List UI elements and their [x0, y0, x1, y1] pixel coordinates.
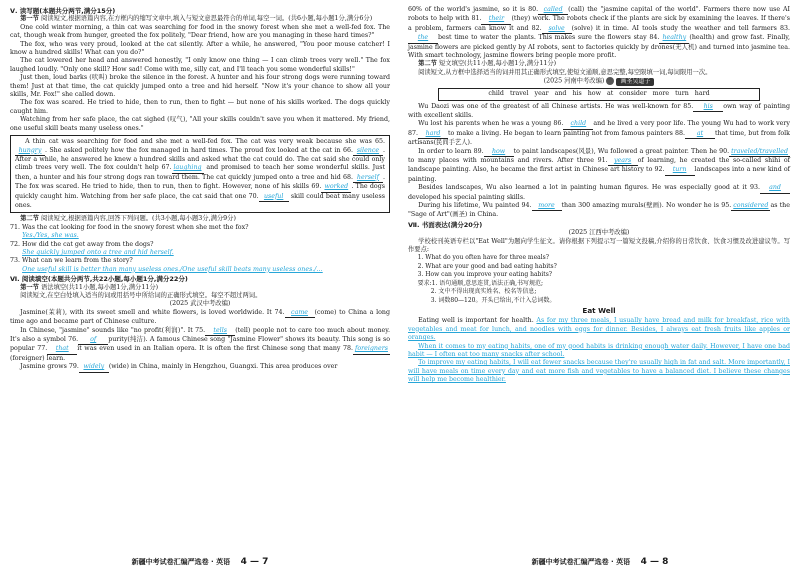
- essay-given-start: Eating well is important for health.: [418, 317, 534, 325]
- text-fragment: Besides landscapes, Wu also learned a lot in painting human figures. He was especially good at it: [418, 184, 747, 192]
- section-5-title: Ⅴ. 读写题(本题共分两节,满分15分): [10, 7, 116, 15]
- requirement: 1. 语句通顺,意思连贯,语法正确,书写规范;: [431, 279, 544, 287]
- answer-86: child: [563, 120, 593, 129]
- text-fragment: developed his special painting skills.: [408, 193, 526, 201]
- answer-83: the: [408, 34, 438, 43]
- text-fragment: (wide) in China, mainly in Hengzhou, Guangxi. This area produces over: [108, 363, 338, 371]
- text-fragment: 70.: [248, 192, 259, 200]
- text-fragment: 92.: [654, 166, 665, 174]
- text-fragment: 67.: [161, 164, 172, 172]
- part-1-head: 第一节: [20, 15, 39, 23]
- cloze-paragraph: [408, 148, 790, 185]
- answer-87: hard: [418, 130, 448, 139]
- text-fragment: 69.: [311, 183, 322, 191]
- text-fragment: In Chinese, "jasmine" sounds like "no profit(利润)". It: [20, 326, 193, 334]
- cloze-paragraph: [408, 202, 790, 220]
- requirements-label: 要求:: [417, 279, 432, 287]
- essay-answer: When it comes to my eating habits, one of my good habits is drinking enough water daily. However, I have one bad habit — I often eat too many snacks after school.: [408, 342, 790, 358]
- answer-67: laughing: [172, 164, 204, 173]
- source-tag: (2025 河南中考改编): [543, 77, 605, 85]
- source-tag: (2025 武汉中考改编): [169, 300, 231, 308]
- page-footer: [400, 558, 800, 566]
- section-6-part-1-head: 第一节: [20, 283, 39, 291]
- grammar-paragraph: [10, 327, 390, 364]
- answer-88: at: [685, 130, 715, 139]
- text-fragment: 83.: [779, 24, 790, 32]
- story-paragraph: Watching from her safe place, the cat sighed (叹气), "All your skills couldn't save you when it mattered. My friend, one useful skill beats many useless ones.": [10, 116, 390, 132]
- text-fragment: 68.: [342, 173, 353, 181]
- writing-instructions: 学校校刊英语专栏以"Eat Well"为题向学生征文。请你根据下列提示写一篇短文投稿,介绍你的日常饮食、饮食习惯及改进建议等。写作要点:: [408, 237, 790, 254]
- answer-93: and: [760, 184, 790, 193]
- text-fragment: 87.: [408, 129, 419, 137]
- text-fragment: 76.: [68, 336, 79, 344]
- answer-77: that: [47, 345, 77, 354]
- cloze-paragraph: [408, 103, 790, 121]
- writing-point: 1. What do you often have for three meals?: [417, 254, 549, 262]
- text-fragment: 94.: [521, 202, 532, 210]
- answer-82: solve: [542, 25, 572, 34]
- summary-text: [15, 138, 385, 210]
- answer-94: more: [532, 202, 562, 211]
- right-page: [400, 0, 800, 569]
- section-6-instructions: 阅读短文,在空白处填入适当的词或用括号中所给词的正确形式填空。每空不超过两词。: [20, 292, 262, 299]
- text-fragment: 65.: [374, 138, 385, 146]
- answer-69: worked: [321, 183, 351, 192]
- text-fragment: 74.: [274, 308, 285, 316]
- answer-95: considered: [731, 202, 770, 211]
- text-fragment: and he lived a very poor life. The young Wu had to work very: [593, 120, 790, 128]
- answer-73: One useful skill is better than many useless ones./One useful skill beats many useless ones./…: [22, 265, 323, 273]
- text-fragment: purity(纯洁). A famous Chinese song "Jasmine Flower" shows its beauty. This song is so popular: [10, 336, 390, 353]
- text-fragment: 85.: [683, 102, 694, 110]
- text-fragment: Wu Daozi was one of the greatest of all Chinese artists. He was well-known for: [418, 102, 681, 110]
- story-paragraph: One cold winter morning, a thin cat was searching for food in the snowy forest when she met a well-fed fox. The cat, though weak from hunger, greeted the fox politely, "Dear friend, how are you managing in these hard times?": [10, 23, 390, 40]
- essay-answer: As for my three meals, I usually have bread and milk for breakfast, rice with vegetables and meat for lunch, and noodles with eggs for dinner. Besides, I always eat fresh fruits like apples or oranges.: [408, 317, 790, 342]
- text-fragment: 82.: [531, 24, 542, 32]
- text-fragment: Jasmine(茉莉), with its sweet smell and white flowers, is loved worldwide. It: [20, 308, 272, 316]
- text-fragment: A thin cat was searching for food and she met a well-fed fox. The cat was very weak because she was: [25, 138, 372, 146]
- text-fragment: 84.: [649, 34, 660, 42]
- text-fragment: (come) to China a long time ago and became part of Chinese culture.: [10, 308, 390, 326]
- text-fragment: 80.: [528, 6, 539, 13]
- topic-badge: 画圣吴道子: [616, 78, 654, 86]
- summary-box: [10, 135, 390, 213]
- answer-76: of: [78, 336, 108, 345]
- essay-paragraph: [408, 317, 790, 342]
- text-fragment: During his lifetime, Wu painted: [418, 202, 520, 210]
- text-fragment: . The dogs quickly caught him. Watching from her safe place, the cat said that one: [15, 183, 385, 200]
- text-fragment: than 300 amazing murals(壁画). No wonder he is: [561, 202, 720, 210]
- text-fragment: 60% of the world's jasmine, so it is: [408, 6, 526, 13]
- answer-85: his: [693, 103, 723, 112]
- writing-point: 2. What are your good and bad eating habits?: [417, 262, 557, 270]
- answer-75: tells: [205, 327, 235, 336]
- cloze-paragraph: [408, 184, 790, 202]
- text-fragment: to many places with mountains and rivers. After three: [408, 157, 594, 164]
- story-paragraph: The fox, who was very proud, looked at the cat silently. After a while, he answered, "You poor mouse catcher! I know a hundred skills! What can you do?": [10, 40, 390, 57]
- text-fragment: of learning, he created the so-called shihi of landscape painting. Also, he became the first artist in Chinese art history to: [408, 157, 790, 174]
- essay-answer: To improve my eating habits, I will eat fewer snacks because they're usually high in fat and salt. More importantly, I will have meals on time every day and eat more fish and vegetables to have a balanced diet. I believe these changes will help me become healthier.: [408, 359, 790, 384]
- text-fragment: to paint landscapes(风景), Wu followed a great painter. Then he: [513, 147, 717, 155]
- answer-70: useful: [259, 193, 289, 202]
- text-fragment: 81.: [471, 15, 482, 23]
- cloze-paragraph: [408, 120, 790, 147]
- text-fragment: 91.: [597, 157, 608, 164]
- answer-81: their: [481, 15, 511, 24]
- essay-title: Eat Well: [582, 305, 616, 315]
- grammar-paragraph: [10, 363, 390, 372]
- text-fragment: (tell) people not to care too much about money. It's also a symbol: [10, 326, 390, 344]
- text-fragment: . She asked politely how the fox managed in hard times. The proud fox looked at the cat in: [45, 146, 341, 154]
- text-fragment: landscapes into a new kind of painting.: [408, 166, 791, 183]
- answer-78: foreigners: [353, 345, 390, 354]
- text-fragment: (solve) it in time. AI tools study the weather and tell farmers: [571, 24, 777, 32]
- page-number: 4 — 8: [640, 556, 669, 567]
- page-footer: [0, 558, 400, 566]
- section-6-part-2-instructions: 阅读短文,从方框中选择适当的词并用其正确形式填空,使短文通顺,意思完整,每空限填一词,每词限用一次。: [418, 68, 712, 76]
- text-fragment: Jasmine grows: [20, 363, 67, 371]
- part-2-head: 第二节: [20, 215, 39, 223]
- part-1-instructions: 阅读短文,根据语篇内容,在方框内的缩写文章中,填入与短文意思最符合的单词,每空一词。(共6小题,每小题1分,满分6分): [40, 15, 373, 23]
- story-paragraph: The fox was scared. He tried to hide, then to run, then to fight — but none of his skills worked. The dogs quickly caught him.: [10, 99, 390, 115]
- page-number: 4 — 7: [240, 556, 269, 567]
- text-fragment: 89.: [473, 147, 484, 155]
- text-fragment: 90.: [719, 147, 730, 155]
- text-fragment: 语法填空(共11小题,每小题1分,满分11分): [40, 283, 159, 291]
- answer-91: years: [608, 157, 638, 166]
- section-7-title: Ⅶ. 书面表达(满分20分): [408, 220, 483, 229]
- text-fragment: 短文填空(共11小题,每小题1分,满分11分): [438, 60, 557, 68]
- text-fragment: . After a while, he answered he knew a hundred skills and asked what the cat could do. The cat said she could only climb trees very well. The fox couldn't help: [15, 146, 385, 172]
- answer-65: hungry: [15, 147, 45, 156]
- answer-72: She quickly jumped onto a tree and hid herself.: [22, 248, 174, 256]
- writing-point: 3. How can you improve your eating habits?: [417, 271, 552, 279]
- part-2-instructions: 阅读短文,根据语篇内容,回答下列问题。(共3小题,每小题3分,满分9分): [40, 215, 236, 223]
- text-fragment: to make a living. He began to learn painting not from famous painters: [448, 129, 673, 137]
- question-72: 72. How did the cat get away from the dogs?: [10, 240, 154, 248]
- text-fragment: own way of painting with excellent skills.: [408, 102, 790, 119]
- text-fragment: that time, but from folk artisans(民间手艺人).: [408, 129, 790, 147]
- text-fragment: 78.: [343, 345, 354, 353]
- text-fragment: 77.: [37, 345, 48, 353]
- answer-79: widely: [79, 363, 109, 372]
- text-fragment: it was even used in an Italian opera. It is often the first Chinese song that many: [77, 345, 341, 353]
- answer-92: turn: [665, 166, 695, 175]
- text-fragment: 88.: [674, 129, 685, 137]
- badge-icon: [606, 77, 614, 85]
- text-fragment: 86.: [553, 120, 564, 128]
- text-fragment: best time to water the plants. This makes sure the flowers stay: [438, 34, 647, 42]
- text-fragment: 95.: [721, 202, 732, 210]
- source-tag: (2025 江西中考改编): [568, 229, 630, 237]
- answer-89: how: [484, 148, 514, 157]
- answer-66: silence: [353, 147, 383, 156]
- word-bank: child travel year and his how at consider more turn hard: [438, 88, 760, 100]
- story-paragraph: Just then, loud barks (吠叫) broke the silence in the forest. A hunter and his four strong dogs were running toward them! Just at that time, the cat quickly jumped onto a tree and hid herself. "Now it's your chance to show all your skills, Mr. Fox!" she called down.: [10, 74, 390, 99]
- answer-80: called: [538, 6, 568, 15]
- question-71: 71. Was the cat looking for food in the snowy forest when she met the fox?: [10, 223, 249, 231]
- question-73: 73. What can we learn from the story?: [10, 257, 133, 265]
- text-fragment: Wu lost his parents when he was a young: [418, 120, 552, 128]
- answer-84: healthy: [659, 34, 689, 43]
- answer-74: came: [285, 309, 315, 318]
- text-fragment: In order to learn: [418, 147, 472, 155]
- grammar-paragraph: [408, 6, 790, 60]
- text-fragment: and promised to teach her some wonderful skills. Just then, a hunter and his four strong dogs ran toward them. The cat quickly jumped onto a tree and hid: [15, 164, 385, 181]
- footer-title: 新疆中考试卷汇编严选卷 · 英语: [131, 557, 231, 566]
- text-fragment: 93.: [749, 184, 760, 192]
- text-fragment: skill could beat many useless ones.: [15, 192, 385, 209]
- text-fragment: 66.: [342, 146, 353, 154]
- text-fragment: (health) and grow fast. Finally, jasmine flowers are picked gently by AI robots, sent to factories quickly by drones(无人机) and turned into jasmine tea. With smart technology, jasmine flowers bring people more profit.: [408, 34, 790, 60]
- text-fragment: (foreigner) learn.: [10, 354, 66, 362]
- story-paragraph: The cat lowered her head and answered honestly, "I only know one thing — I can climb trees very well." The fox laughed loudly. "Only one skill? How sad! Come with me, silly cat, and I'll teach you some wonderful skills!": [10, 57, 390, 73]
- text-fragment: as the "Sage of Art"(画圣) in China.: [408, 202, 790, 219]
- text-fragment: . The fox was scared. He tried to hide, then to run, then to fight. However, none of his skills: [15, 173, 385, 191]
- answer-90: traveled/travelled: [729, 148, 790, 157]
- requirement: 3. 词数80—120。开头已给出,不计入总词数。: [430, 296, 556, 304]
- section-6-part-2-head: 第二节: [418, 60, 437, 68]
- text-fragment: 75.: [195, 326, 206, 334]
- answer-71: Yes./Yes, she was.: [22, 232, 79, 240]
- text-fragment: (call) the "jasmine capital of the world". Farmers there now use AI robots to help with: [408, 6, 790, 23]
- text-fragment: 79.: [68, 363, 79, 371]
- footer-title: 新疆中考试卷汇编严选卷 · 英语: [531, 557, 631, 566]
- grammar-paragraph: [10, 309, 390, 327]
- section-6-title: Ⅵ. 阅读填空(本题共分两节,共22小题,每小题1分,满分22分): [10, 275, 188, 284]
- requirement: 2. 文中不得出现真实姓名、校名等信息;: [430, 288, 537, 296]
- answer-68: herself: [353, 174, 383, 183]
- text-fragment: (they) work. The robots check if the plants are sick by examining the leaves. If there's a problem, farmers can know it and: [408, 15, 790, 32]
